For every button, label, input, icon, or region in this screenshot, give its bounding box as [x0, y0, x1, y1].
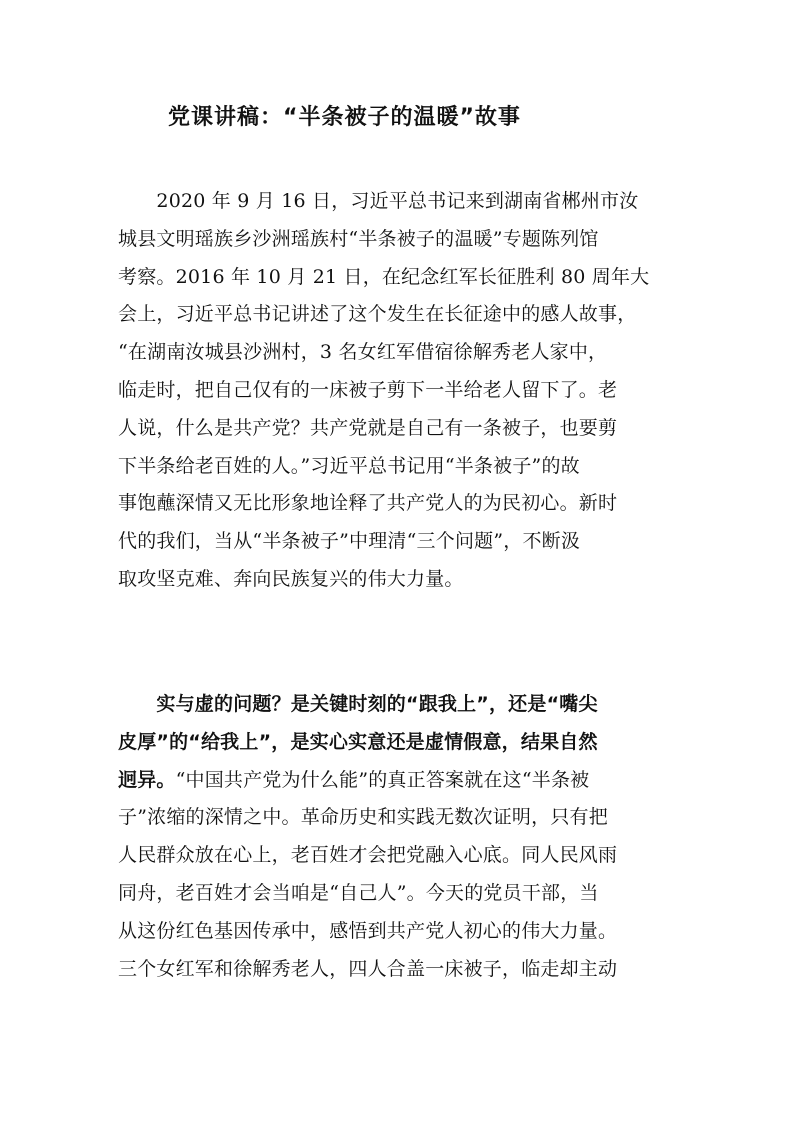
text-line: 城县文明瑶族乡沙洲瑶族村“半条被子的温暖”专题陈列馆: [118, 227, 599, 250]
text-line: 会上，习近平总书记讲述了这个发生在长征途中的感人故事，: [118, 303, 637, 326]
text-line: 从这份红色基因传承中，感悟到共产党人初心的伟大力量。: [118, 919, 618, 942]
text-line: 考察。2016 年 10 月 21 日，在纪念红军长征胜利 80 周年大: [118, 265, 650, 288]
text-line: 下半条给老百姓的人。”习近平总书记用“半条被子”的故: [118, 454, 580, 477]
text-line: 人说，什么是共产党？共产党就是自己有一条被子，也要剪: [118, 416, 618, 439]
text-line: 三个女红军和徐解秀老人，四人合盖一床被子，临走却主动: [118, 957, 618, 980]
text-line: 人民群众放在心上，老百姓才会把党融入心底。同人民风雨: [118, 844, 618, 867]
bold-heading-end: 迥异。: [118, 768, 176, 791]
text-line: 取攻坚克难、奔向民族复兴的伟大力量。: [118, 567, 464, 590]
text-line: 事饱蘸深情又无比形象地诠释了共产党人的为民初心。新时: [118, 492, 618, 515]
text-line: 同舟，老百姓才会当咱是“自己人”。今天的党员干部，当: [118, 881, 599, 904]
text-line: 子”浓缩的深情之中。革命历史和实践无数次证明，只有把: [118, 806, 608, 829]
text-line: 代的我们，当从“半条被子”中理清“三个问题”，不断汲: [118, 530, 581, 553]
paragraph-intro: [118, 183, 688, 599]
document-title: 党课讲稿：“半条被子的温暖”故事: [168, 105, 521, 130]
text-line: 2020 年 9 月 16 日，习近平总书记来到湖南省郴州市汝: [118, 190, 639, 212]
text-line: 临走时，把自己仅有的一床被子剪下一半给老人留下了。老: [118, 378, 618, 401]
paragraph-section-one: [118, 686, 688, 988]
mixed-text-line: [118, 762, 688, 800]
text-fragment: “中国共产党为什么能”的真正答案就在这“半条被: [175, 768, 590, 791]
bold-heading-line: 实与虚的问题？是关键时刻的“跟我上”，还是“嘴尖: [118, 693, 598, 715]
text-line: “在湖南汝城县沙洲村，3 名女红军借宿徐解秀老人家中，: [118, 341, 608, 364]
bold-heading-line: 皮厚”的“给我上”，是实心实意还是虚情假意，结果自然: [118, 730, 598, 753]
